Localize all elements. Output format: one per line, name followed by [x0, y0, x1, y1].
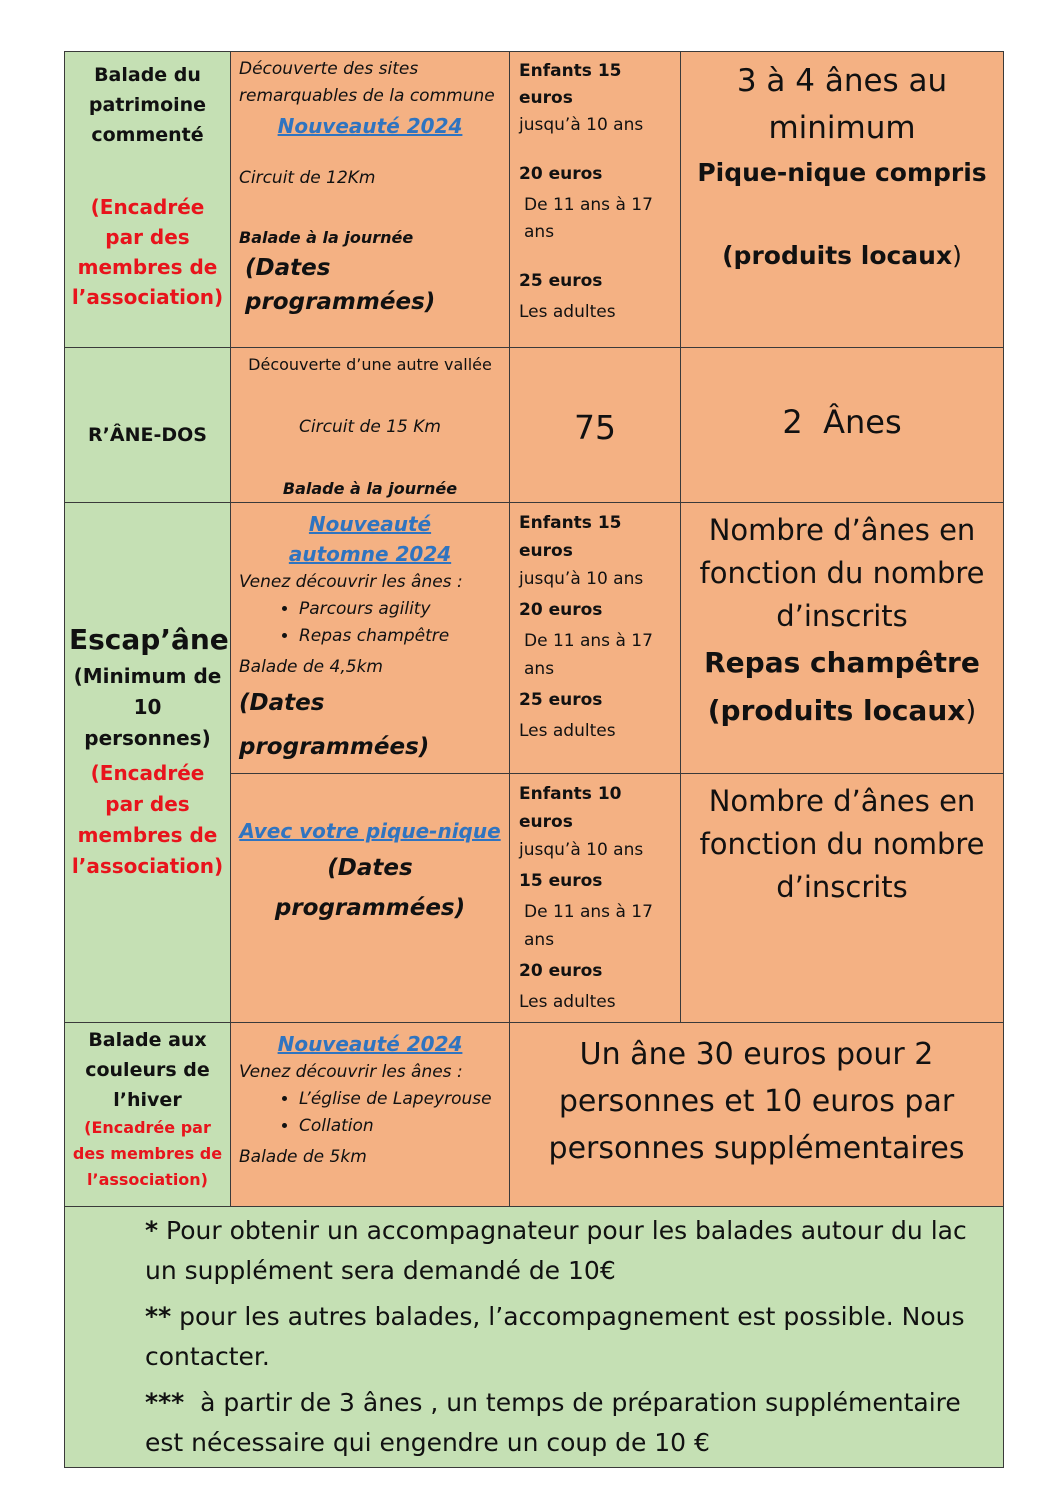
ranedos-name: R’ÂNE-DOS	[88, 424, 207, 446]
escapane-a-dates: (Dates programmées)	[239, 690, 430, 760]
row-patrimoine	[65, 52, 1004, 348]
patrimoine-name-cell	[65, 52, 231, 348]
patrimoine-dates: (Dates programmées)	[245, 255, 436, 315]
escapane-b-price-2-label: Les adultes	[519, 992, 616, 1012]
escapane-a-info-cell: Nombre d’ânes en fonction du nombre d’inscrits Repas champêtre (produits locaux)	[681, 503, 1004, 774]
patrimoine-price-2-amount: 25 euros	[519, 271, 603, 291]
hiver-name: Balade aux couleurs de l’hiver	[85, 1029, 210, 1111]
patrimoine-info-donkeys: 3 à 4 ânes au minimum	[736, 63, 948, 146]
ranedos-circuit: Circuit de 15 Km	[299, 417, 441, 437]
escapane-a-bullet: • Repas champêtre	[299, 623, 501, 650]
escapane-b-price-1-label: De 11 ans à 17 ans	[524, 902, 653, 950]
patrimoine-price-2-label: Les adultes	[519, 302, 616, 322]
escapane-a-distance: Balade de 4,5km	[239, 657, 383, 677]
pricing-table	[64, 51, 1004, 1468]
escapane-b-price-0-label: jusqu’à 10 ans	[519, 840, 644, 860]
escapane-a-bullet: • Parcours agility	[299, 596, 501, 623]
ranedos-info: 2 Ânes	[782, 403, 902, 441]
row-escapane-a	[65, 503, 1004, 774]
hiver-note: (Encadrée par des membres de l’association)	[72, 1118, 223, 1189]
escapane-a-price-1-label: De 11 ans à 17 ans	[524, 631, 653, 679]
patrimoine-price-cell	[510, 52, 681, 348]
escapane-a-intro: Venez découvrir les ânes :	[239, 572, 463, 592]
footer-note-3: *** à partir de 3 ânes , un temps de préparation supplémentaire est nécessaire qui engendre un coup de 10 €	[145, 1388, 977, 1457]
hiver-bullet: • L’église de Lapeyrouse	[299, 1086, 501, 1113]
patrimoine-new-link[interactable]: Nouveauté 2024	[277, 114, 463, 138]
escapane-b-dates: (Dates programmées)	[274, 855, 466, 921]
escapane-note: (Encadrée par des membres de l’association)	[71, 761, 224, 878]
escapane-a-price-2-label: Les adultes	[519, 721, 616, 741]
patrimoine-type: Balade à la journée	[239, 228, 414, 247]
patrimoine-price-1-label: De 11 ans à 17 ans	[524, 195, 653, 242]
escapane-minimum: (Minimum de 10 personnes)	[73, 664, 222, 750]
escapane-b-info-donkeys: Nombre d’ânes en fonction du nombre d’inscrits	[699, 784, 985, 904]
escapane-b-info-cell	[681, 774, 1004, 1023]
footer-note-1: * Pour obtenir un accompagnateur pour les balades autour du lac un supplément sera demandé de 10€	[145, 1216, 999, 1285]
escapane-name-cell	[65, 503, 231, 1023]
patrimoine-name: Balade du patrimoine commenté	[88, 64, 207, 146]
row-hiver	[65, 1023, 1004, 1207]
hiver-price-cell	[510, 1023, 1004, 1207]
patrimoine-circuit: Circuit de 12Km	[239, 168, 376, 188]
patrimoine-info-local: (produits locaux	[722, 241, 953, 270]
patrimoine-price-1-amount: 20 euros	[519, 164, 603, 184]
escapane-a-price-0-amount: Enfants 15 euros	[519, 513, 622, 561]
patrimoine-desc-cell	[231, 52, 510, 348]
escapane-a-info-local: (produits locaux	[707, 694, 966, 727]
ranedos-desc-cell	[231, 348, 510, 503]
hiver-desc-cell	[231, 1023, 510, 1207]
escapane-a-price-2-amount: 25 euros	[519, 690, 603, 710]
hiver-distance: Balade de 5km	[239, 1147, 367, 1167]
patrimoine-price-0-label: jusqu’à 10 ans	[519, 115, 644, 135]
escapane-b-price-cell	[510, 774, 681, 1023]
patrimoine-note: (Encadrée par des membres de l’association)	[71, 195, 224, 309]
escapane-b-desc-cell	[231, 774, 510, 1023]
escapane-a-price-1-amount: 20 euros	[519, 600, 603, 620]
patrimoine-price-0-amount: Enfants 15 euros	[519, 61, 622, 108]
escapane-new-link[interactable]: Nouveauté automne 2024	[288, 512, 452, 566]
ranedos-price: 75	[574, 407, 616, 447]
hiver-bullet: • Collation	[299, 1113, 501, 1140]
escapane-b-price-1-amount: 15 euros	[519, 871, 603, 891]
escapane-a-price-cell	[510, 503, 681, 774]
escapane-a-price-0-label: jusqu’à 10 ans	[519, 569, 644, 589]
hiver-intro: Venez découvrir les ânes :	[239, 1062, 463, 1082]
ranedos-desc: Découverte d’une autre vallée	[248, 355, 492, 374]
patrimoine-desc: Découverte des sites remarquables de la commune	[239, 59, 495, 106]
escapane-a-bullets	[239, 596, 501, 650]
hiver-new-link[interactable]: Nouveauté 2024	[277, 1032, 463, 1056]
footer-note-2: ** pour les autres balades, l’accompagnement est possible. Nous contacter.	[145, 1302, 965, 1371]
hiver-price-info: Un âne 30 euros pour 2 personnes et 10 euros par personnes supplémentaires	[548, 1037, 965, 1166]
ranedos-type: Balade à la journée	[282, 479, 458, 498]
footer-cell	[65, 1207, 1004, 1468]
ranedos-info-cell	[681, 348, 1004, 503]
escapane-a-info-donkeys: Nombre d’ânes en fonction du nombre d’inscrits	[699, 513, 985, 633]
escapane-b-price-0-amount: Enfants 10 euros	[519, 784, 622, 832]
hiver-name-cell	[65, 1023, 231, 1207]
patrimoine-info-picnic: Pique-nique compris	[697, 158, 987, 187]
ranedos-price-cell	[510, 348, 681, 503]
row-ranedos	[65, 348, 1004, 503]
escapane-name: Escap’âne	[69, 623, 229, 656]
hiver-bullets	[239, 1086, 501, 1140]
row-footer	[65, 1207, 1004, 1468]
escapane-a-desc-cell	[231, 503, 510, 774]
patrimoine-info-cell: 3 à 4 ânes au minimum Pique-nique compris (produits locaux)	[681, 52, 1004, 348]
escapane-picnic-link[interactable]: Avec votre pique-nique	[239, 819, 501, 843]
escapane-b-price-2-amount: 20 euros	[519, 961, 603, 981]
escapane-a-info-meal: Repas champêtre	[704, 646, 980, 679]
ranedos-name-cell	[65, 348, 231, 503]
